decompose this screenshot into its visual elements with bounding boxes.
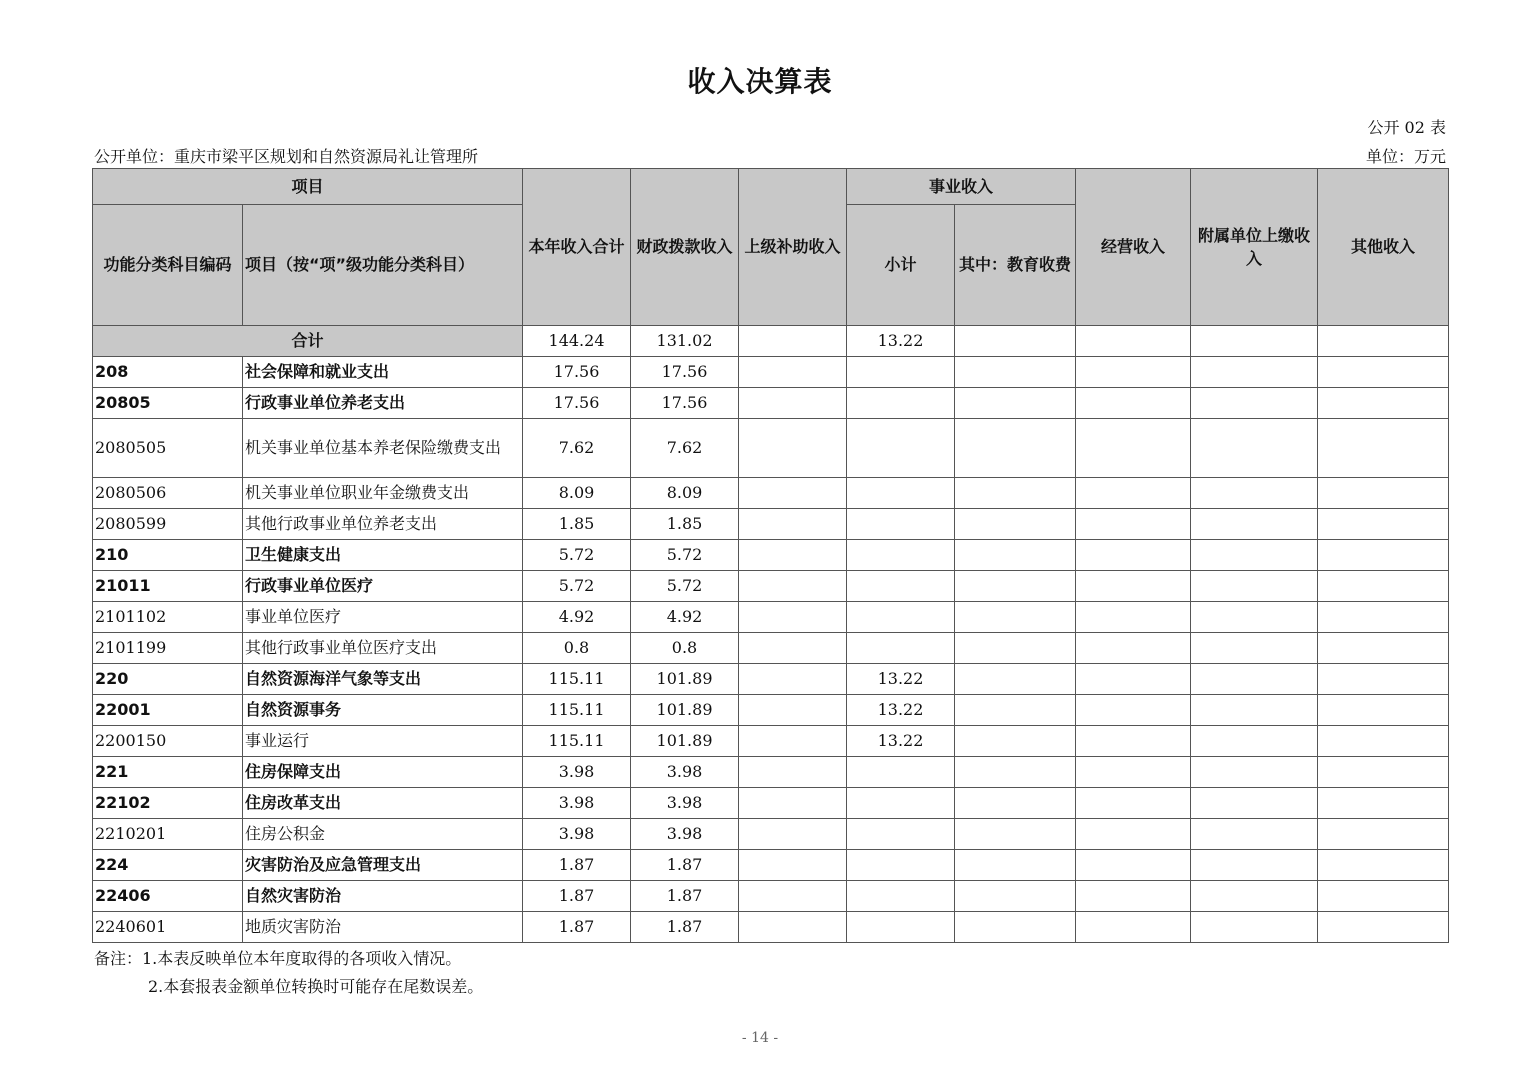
table-row [93, 788, 1449, 819]
superior-cell [739, 357, 847, 388]
header-education: 其中：教育收费 [955, 205, 1076, 326]
table-row [93, 850, 1449, 881]
subtotal-cell [847, 540, 955, 571]
name-cell: 住房公积金 [243, 819, 523, 850]
operating-cell [1076, 419, 1191, 478]
total-income-cell: 115.11 [523, 664, 631, 695]
other-cell [1318, 819, 1449, 850]
subtotal-cell [847, 850, 955, 881]
form-number: 公开 02 表 [1367, 118, 1446, 137]
header-total-income: 本年收入合计 [523, 169, 631, 326]
superior-cell [739, 478, 847, 509]
subtotal-cell [847, 388, 955, 419]
other-cell [1318, 540, 1449, 571]
table-row [93, 478, 1449, 509]
name-cell: 事业运行 [243, 726, 523, 757]
education-cell [955, 602, 1076, 633]
fiscal-cell: 101.89 [631, 726, 739, 757]
superior-cell [739, 726, 847, 757]
fiscal-cell: 1.85 [631, 509, 739, 540]
education-cell [955, 912, 1076, 943]
name-cell: 行政事业单位养老支出 [243, 388, 523, 419]
other-cell [1318, 509, 1449, 540]
header-superior: 上级补助收入 [739, 169, 847, 326]
education-cell [955, 509, 1076, 540]
fiscal-cell: 0.8 [631, 633, 739, 664]
fiscal-cell: 1.87 [631, 850, 739, 881]
table-row [93, 357, 1449, 388]
other-cell [1318, 850, 1449, 881]
code-cell: 224 [93, 850, 243, 881]
operating-cell [1076, 388, 1191, 419]
table-row [93, 388, 1449, 419]
operating-cell [1076, 912, 1191, 943]
affiliated-cell [1191, 419, 1318, 478]
subtotal-cell [847, 602, 955, 633]
affiliated-cell [1191, 664, 1318, 695]
education-cell [955, 757, 1076, 788]
education-cell [955, 571, 1076, 602]
operating-cell [1076, 509, 1191, 540]
table-row [93, 819, 1449, 850]
other-cell [1318, 788, 1449, 819]
fiscal-cell: 4.92 [631, 602, 739, 633]
subtotal-cell [847, 357, 955, 388]
operating-cell [1076, 571, 1191, 602]
education-cell [955, 357, 1076, 388]
operating-cell [1076, 633, 1191, 664]
total-income-cell: 115.11 [523, 726, 631, 757]
table-row [93, 664, 1449, 695]
operating-cell [1076, 881, 1191, 912]
name-cell: 其他行政事业单位养老支出 [243, 509, 523, 540]
operating-cell [1076, 478, 1191, 509]
fiscal-cell: 1.87 [631, 881, 739, 912]
subtotal-cell [847, 571, 955, 602]
affiliated-cell [1191, 540, 1318, 571]
header-affiliated: 附属单位上缴收入 [1191, 169, 1318, 326]
education-cell [955, 633, 1076, 664]
education-cell [955, 540, 1076, 571]
name-cell: 住房改革支出 [243, 788, 523, 819]
total-affiliated-cell [1191, 326, 1318, 357]
subtotal-cell: 13.22 [847, 664, 955, 695]
fiscal-cell: 8.09 [631, 478, 739, 509]
fiscal-cell: 3.98 [631, 757, 739, 788]
fiscal-cell: 101.89 [631, 695, 739, 726]
affiliated-cell [1191, 912, 1318, 943]
table-row [93, 757, 1449, 788]
total-income-cell: 4.92 [523, 602, 631, 633]
total-education-cell [955, 326, 1076, 357]
fiscal-cell: 101.89 [631, 664, 739, 695]
superior-cell [739, 881, 847, 912]
superior-cell [739, 912, 847, 943]
subtotal-cell [847, 478, 955, 509]
fiscal-cell: 3.98 [631, 819, 739, 850]
operating-cell [1076, 664, 1191, 695]
code-cell: 20805 [93, 388, 243, 419]
subtotal-cell: 13.22 [847, 726, 955, 757]
operating-cell [1076, 757, 1191, 788]
education-cell [955, 881, 1076, 912]
total-label: 合计 [93, 326, 523, 357]
other-cell [1318, 602, 1449, 633]
superior-cell [739, 419, 847, 478]
name-cell: 地质灾害防治 [243, 912, 523, 943]
subtotal-cell [847, 788, 955, 819]
code-cell: 208 [93, 357, 243, 388]
total-other-cell [1318, 326, 1449, 357]
name-cell: 机关事业单位基本养老保险缴费支出 [243, 419, 523, 478]
education-cell [955, 819, 1076, 850]
other-cell [1318, 357, 1449, 388]
table-row [93, 633, 1449, 664]
superior-cell [739, 850, 847, 881]
code-cell: 22406 [93, 881, 243, 912]
other-cell [1318, 726, 1449, 757]
subtotal-cell [847, 757, 955, 788]
code-cell: 21011 [93, 571, 243, 602]
income-table [92, 168, 1449, 943]
superior-cell [739, 788, 847, 819]
fiscal-cell: 5.72 [631, 540, 739, 571]
fiscal-cell: 17.56 [631, 388, 739, 419]
superior-cell [739, 509, 847, 540]
header-business-income: 事业收入 [847, 169, 1076, 205]
code-cell: 220 [93, 664, 243, 695]
reporting-unit: 公开单位：重庆市梁平区规划和自然资源局礼让管理所 [94, 147, 479, 166]
superior-cell [739, 664, 847, 695]
affiliated-cell [1191, 695, 1318, 726]
header-project: 项目 [93, 169, 523, 205]
other-cell [1318, 419, 1449, 478]
education-cell [955, 664, 1076, 695]
name-cell: 其他行政事业单位医疗支出 [243, 633, 523, 664]
education-cell [955, 850, 1076, 881]
operating-cell [1076, 819, 1191, 850]
code-cell: 22001 [93, 695, 243, 726]
superior-cell [739, 819, 847, 850]
total-income-cell: 3.98 [523, 757, 631, 788]
affiliated-cell [1191, 819, 1318, 850]
education-cell [955, 419, 1076, 478]
fiscal-cell: 7.62 [631, 419, 739, 478]
name-cell: 行政事业单位医疗 [243, 571, 523, 602]
education-cell [955, 478, 1076, 509]
name-cell: 自然资源事务 [243, 695, 523, 726]
name-cell: 自然资源海洋气象等支出 [243, 664, 523, 695]
table-row [93, 419, 1449, 478]
operating-cell [1076, 850, 1191, 881]
subtotal-cell [847, 419, 955, 478]
affiliated-cell [1191, 881, 1318, 912]
subtotal-cell [847, 633, 955, 664]
superior-cell [739, 388, 847, 419]
total-fiscal-cell: 131.02 [631, 326, 739, 357]
operating-cell [1076, 788, 1191, 819]
currency-unit: 单位：万元 [1365, 147, 1446, 166]
page-title: 收入决算表 [687, 65, 833, 98]
header-name: 项目（按“项”级功能分类科目） [243, 205, 523, 326]
total-income-cell: 17.56 [523, 357, 631, 388]
table-row [93, 695, 1449, 726]
total-income-cell: 115.11 [523, 695, 631, 726]
other-cell [1318, 664, 1449, 695]
name-cell: 自然灾害防治 [243, 881, 523, 912]
affiliated-cell [1191, 357, 1318, 388]
other-cell [1318, 695, 1449, 726]
affiliated-cell [1191, 571, 1318, 602]
table-row [93, 540, 1449, 571]
education-cell [955, 388, 1076, 419]
header-operating: 经营收入 [1076, 169, 1191, 326]
superior-cell [739, 633, 847, 664]
other-cell [1318, 757, 1449, 788]
subtotal-cell [847, 819, 955, 850]
affiliated-cell [1191, 388, 1318, 419]
table-row [93, 509, 1449, 540]
total-superior-cell [739, 326, 847, 357]
code-cell: 2210201 [93, 819, 243, 850]
total-income-cell: 1.85 [523, 509, 631, 540]
other-cell [1318, 478, 1449, 509]
education-cell [955, 788, 1076, 819]
total-subtotal-cell: 13.22 [847, 326, 955, 357]
affiliated-cell [1191, 633, 1318, 664]
name-cell: 机关事业单位职业年金缴费支出 [243, 478, 523, 509]
table-row [93, 912, 1449, 943]
total-income-cell: 1.87 [523, 912, 631, 943]
total-income-cell: 17.56 [523, 388, 631, 419]
superior-cell [739, 757, 847, 788]
subtotal-cell [847, 509, 955, 540]
name-cell: 卫生健康支出 [243, 540, 523, 571]
education-cell [955, 726, 1076, 757]
affiliated-cell [1191, 850, 1318, 881]
note-1: 备注：1.本表反映单位本年度取得的各项收入情况。 [94, 949, 462, 968]
total-income-cell: 144.24 [523, 326, 631, 357]
superior-cell [739, 540, 847, 571]
superior-cell [739, 602, 847, 633]
operating-cell [1076, 357, 1191, 388]
total-income-cell: 3.98 [523, 788, 631, 819]
name-cell: 社会保障和就业支出 [243, 357, 523, 388]
total-income-cell: 1.87 [523, 850, 631, 881]
other-cell [1318, 388, 1449, 419]
table-row [93, 726, 1449, 757]
affiliated-cell [1191, 602, 1318, 633]
total-income-cell: 5.72 [523, 540, 631, 571]
header-code: 功能分类科目编码 [93, 205, 243, 326]
total-income-cell: 5.72 [523, 571, 631, 602]
total-income-cell: 3.98 [523, 819, 631, 850]
subtotal-cell: 13.22 [847, 695, 955, 726]
education-cell [955, 695, 1076, 726]
other-cell [1318, 912, 1449, 943]
affiliated-cell [1191, 788, 1318, 819]
code-cell: 22102 [93, 788, 243, 819]
code-cell: 2240601 [93, 912, 243, 943]
code-cell: 2080599 [93, 509, 243, 540]
operating-cell [1076, 726, 1191, 757]
name-cell: 事业单位医疗 [243, 602, 523, 633]
affiliated-cell [1191, 726, 1318, 757]
total-income-cell: 0.8 [523, 633, 631, 664]
total-row [93, 326, 1449, 357]
total-income-cell: 1.87 [523, 881, 631, 912]
superior-cell [739, 571, 847, 602]
other-cell [1318, 633, 1449, 664]
total-income-cell: 8.09 [523, 478, 631, 509]
operating-cell [1076, 695, 1191, 726]
code-cell: 210 [93, 540, 243, 571]
table-row [93, 602, 1449, 633]
header-fiscal: 财政拨款收入 [631, 169, 739, 326]
code-cell: 221 [93, 757, 243, 788]
table-row [93, 571, 1449, 602]
operating-cell [1076, 602, 1191, 633]
operating-cell [1076, 540, 1191, 571]
affiliated-cell [1191, 478, 1318, 509]
code-cell: 2200150 [93, 726, 243, 757]
affiliated-cell [1191, 757, 1318, 788]
fiscal-cell: 3.98 [631, 788, 739, 819]
subtotal-cell [847, 912, 955, 943]
affiliated-cell [1191, 509, 1318, 540]
note-2: 2.本套报表金额单位转换时可能存在尾数误差。 [148, 977, 484, 996]
other-cell [1318, 881, 1449, 912]
fiscal-cell: 5.72 [631, 571, 739, 602]
code-cell: 2080505 [93, 419, 243, 478]
name-cell: 灾害防治及应急管理支出 [243, 850, 523, 881]
header-other: 其他收入 [1318, 169, 1449, 326]
code-cell: 2101102 [93, 602, 243, 633]
total-income-cell: 7.62 [523, 419, 631, 478]
fiscal-cell: 17.56 [631, 357, 739, 388]
other-cell [1318, 571, 1449, 602]
subtotal-cell [847, 881, 955, 912]
code-cell: 2080506 [93, 478, 243, 509]
fiscal-cell: 1.87 [631, 912, 739, 943]
superior-cell [739, 695, 847, 726]
code-cell: 2101199 [93, 633, 243, 664]
name-cell: 住房保障支出 [243, 757, 523, 788]
table-row [93, 881, 1449, 912]
header-subtotal: 小计 [847, 205, 955, 326]
total-operating-cell [1076, 326, 1191, 357]
page-number: - 14 - [741, 1030, 779, 1046]
